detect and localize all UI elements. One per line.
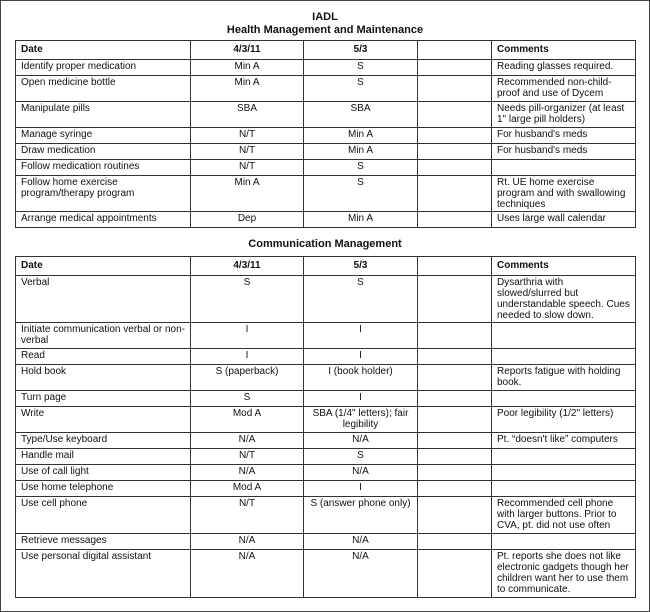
date-1-cell: N/T	[191, 128, 304, 144]
table-row	[16, 160, 636, 176]
table-row	[16, 550, 636, 598]
date-1-cell: N/T	[191, 144, 304, 160]
date-1-cell: N/T	[191, 449, 304, 465]
activity-cell: Handle mail	[16, 449, 191, 465]
header-date: Date	[16, 41, 191, 60]
activity-cell: Draw medication	[16, 144, 191, 160]
table-row	[16, 407, 636, 433]
blank-cell	[418, 176, 492, 212]
comments-cell: Reports fatigue with holding book.	[492, 365, 636, 391]
date-2-cell: S	[304, 449, 418, 465]
blank-cell	[418, 323, 492, 349]
activity-cell: Turn page	[16, 391, 191, 407]
date-2-cell: S	[304, 76, 418, 102]
blank-cell	[418, 481, 492, 497]
date-1-cell: Min A	[191, 176, 304, 212]
comments-cell: Pt. reports she does not like electronic gadgets though her children want her to use them to communicate.	[492, 550, 636, 598]
date-1-cell: Min A	[191, 60, 304, 76]
date-2-cell: N/A	[304, 550, 418, 598]
activity-cell: Verbal	[16, 276, 191, 323]
activity-cell: Read	[16, 349, 191, 365]
date-2-cell: SBA	[304, 102, 418, 128]
date-2-cell: N/A	[304, 534, 418, 550]
comments-cell: Dysarthria with slowed/slurred but understandable speech. Cues needed to slow down.	[492, 276, 636, 323]
comments-cell	[492, 391, 636, 407]
communication-section-heading: Communication Management	[248, 238, 402, 250]
date-1-cell: S	[191, 391, 304, 407]
date-2-cell: S	[304, 276, 418, 323]
date-2-cell: S	[304, 160, 418, 176]
activity-cell: Initiate communication verbal or non-verbal	[16, 323, 191, 349]
activity-cell: Use personal digital assistant	[16, 550, 191, 598]
comments-cell: Recommended cell phone with larger buttons. Prior to CVA, pt. did not use often	[492, 497, 636, 534]
date-2-cell: Min A	[304, 128, 418, 144]
header-date-1: 4/3/11	[191, 257, 304, 276]
blank-cell	[418, 497, 492, 534]
date-2-cell: N/A	[304, 433, 418, 449]
date-1-cell: Min A	[191, 76, 304, 102]
comments-cell	[492, 160, 636, 176]
blank-cell	[418, 160, 492, 176]
health-header-row	[16, 41, 636, 60]
table-row	[16, 176, 636, 212]
health-table-body	[16, 60, 636, 228]
comments-cell	[492, 534, 636, 550]
header-blank	[418, 257, 492, 276]
date-1-cell: N/T	[191, 497, 304, 534]
date-1-cell: N/A	[191, 550, 304, 598]
date-1-cell: N/A	[191, 465, 304, 481]
comments-cell	[492, 449, 636, 465]
blank-cell	[418, 276, 492, 323]
table-row	[16, 391, 636, 407]
communication-header-row	[16, 257, 636, 276]
date-1-cell: Mod A	[191, 407, 304, 433]
comments-cell: Uses large wall calendar	[492, 212, 636, 228]
blank-cell	[418, 550, 492, 598]
comments-cell: Poor legibility (1/2" letters)	[492, 407, 636, 433]
header-date: Date	[16, 257, 191, 276]
date-1-cell: SBA	[191, 102, 304, 128]
communication-table-body	[16, 276, 636, 598]
blank-cell	[418, 365, 492, 391]
comments-cell: Needs pill-organizer (at least 1" large pill holders)	[492, 102, 636, 128]
date-2-cell: S (answer phone only)	[304, 497, 418, 534]
blank-cell	[418, 102, 492, 128]
activity-cell: Arrange medical appointments	[16, 212, 191, 228]
table-row	[16, 449, 636, 465]
date-2-cell: I	[304, 349, 418, 365]
activity-cell: Manage syringe	[16, 128, 191, 144]
header-comments: Comments	[492, 257, 636, 276]
table-row	[16, 128, 636, 144]
date-1-cell: N/A	[191, 534, 304, 550]
header-blank	[418, 41, 492, 60]
activity-cell: Hold book	[16, 365, 191, 391]
comments-cell: Recommended non-child-proof and use of Dycem	[492, 76, 636, 102]
comments-cell: For husband's meds	[492, 128, 636, 144]
activity-cell: Type/Use keyboard	[16, 433, 191, 449]
blank-cell	[418, 76, 492, 102]
date-2-cell: S	[304, 60, 418, 76]
date-1-cell: I	[191, 349, 304, 365]
table-row	[16, 465, 636, 481]
activity-cell: Manipulate pills	[16, 102, 191, 128]
activity-cell: Open medicine bottle	[16, 76, 191, 102]
date-2-cell: Min A	[304, 144, 418, 160]
blank-cell	[418, 534, 492, 550]
activity-cell: Identify proper medication	[16, 60, 191, 76]
date-2-cell: I	[304, 481, 418, 497]
comments-cell	[492, 323, 636, 349]
table-row	[16, 534, 636, 550]
header-date-2: 5/3	[304, 41, 418, 60]
date-1-cell: Mod A	[191, 481, 304, 497]
comments-cell: Reading glasses required.	[492, 60, 636, 76]
activity-cell: Retrieve messages	[16, 534, 191, 550]
date-1-cell: N/A	[191, 433, 304, 449]
comments-cell	[492, 465, 636, 481]
blank-cell	[418, 465, 492, 481]
header-comments: Comments	[492, 41, 636, 60]
table-row	[16, 365, 636, 391]
date-2-cell: S	[304, 176, 418, 212]
table-row	[16, 76, 636, 102]
comments-cell	[492, 349, 636, 365]
blank-cell	[418, 128, 492, 144]
date-2-cell: I (book holder)	[304, 365, 418, 391]
health-management-table	[15, 40, 636, 228]
table-row	[16, 433, 636, 449]
page-title: IADL	[312, 11, 338, 23]
header-date-1: 4/3/11	[191, 41, 304, 60]
activity-cell: Use home telephone	[16, 481, 191, 497]
date-1-cell: S (paperback)	[191, 365, 304, 391]
date-2-cell: I	[304, 391, 418, 407]
communication-management-table	[15, 256, 636, 598]
activity-cell: Follow medication routines	[16, 160, 191, 176]
blank-cell	[418, 349, 492, 365]
date-1-cell: S	[191, 276, 304, 323]
comments-cell: Rt. UE home exercise program and with swallowing techniques	[492, 176, 636, 212]
activity-cell: Use cell phone	[16, 497, 191, 534]
health-section-heading: Health Management and Maintenance	[226, 24, 424, 36]
date-2-cell: N/A	[304, 465, 418, 481]
blank-cell	[418, 212, 492, 228]
date-2-cell: Min A	[304, 212, 418, 228]
comments-cell	[492, 481, 636, 497]
blank-cell	[418, 391, 492, 407]
table-row	[16, 102, 636, 128]
date-1-cell: Dep	[191, 212, 304, 228]
table-row	[16, 497, 636, 534]
table-row	[16, 144, 636, 160]
date-1-cell: I	[191, 323, 304, 349]
header-date-2: 5/3	[304, 257, 418, 276]
blank-cell	[418, 433, 492, 449]
date-2-cell: I	[304, 323, 418, 349]
comments-cell: For husband's meds	[492, 144, 636, 160]
table-row	[16, 276, 636, 323]
activity-cell: Use of call light	[16, 465, 191, 481]
table-row	[16, 323, 636, 349]
blank-cell	[418, 407, 492, 433]
date-1-cell: N/T	[191, 160, 304, 176]
date-2-cell: SBA (1/4" letters); fair legibility	[304, 407, 418, 433]
table-row	[16, 349, 636, 365]
comments-cell: Pt. “doesn't like” computers	[492, 433, 636, 449]
blank-cell	[418, 60, 492, 76]
table-row	[16, 212, 636, 228]
table-row	[16, 60, 636, 76]
activity-cell: Follow home exercise program/therapy program	[16, 176, 191, 212]
table-row	[16, 481, 636, 497]
activity-cell: Write	[16, 407, 191, 433]
blank-cell	[418, 449, 492, 465]
blank-cell	[418, 144, 492, 160]
